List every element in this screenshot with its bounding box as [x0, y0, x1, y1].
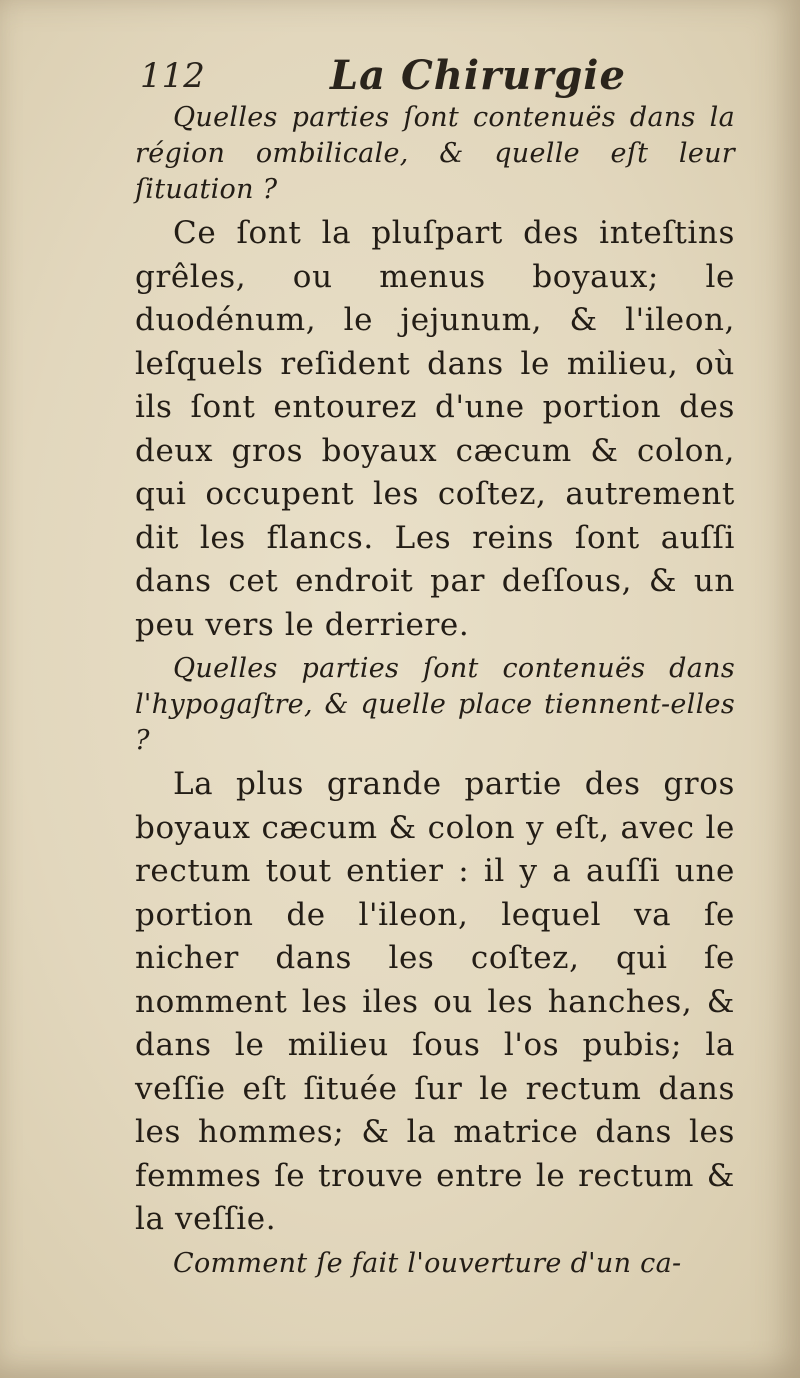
running-title: La Chirurgie: [330, 52, 626, 99]
question-ouverture-start: Comment ſe fait l'ouverture d'un ca-: [173, 1247, 682, 1279]
page-number: 112: [140, 56, 205, 96]
answer-hypogastre: La plus grande partie des gros boyaux cæcum & colon y eſt, avec le rectum tout entier : il y a auſſi une portion de l'ileon, lequel va ſe nicher dans les coſtez, qui ſe nomment les iles ou les hanches, & dans le milieu ſous l'os pubis; la veſſie eſt ſituée ſur le rectum dans les hommes; & la matrice dans les femmes ſe trouve entre le rectum & la veſſie.: [135, 766, 735, 1237]
body-text: [135, 100, 735, 1286]
answer-umbilical-region: Ce ſont la pluſpart des inteſtins grêles, ou menus boyaux; le duodénum, le jejunum, & l'ileon, leſquels reſident dans le milieu, où ils ſont entourez d'une portion des deux gros boyaux cæcum & colon, qui occupent les coſtez, autrement dit les flancs. Les reins ſont auſſi dans cet endroit par deſſous, & un peu vers le derriere.: [135, 215, 735, 643]
question-hypogastre: Quelles parties ſont contenuës dans l'hypogaſtre, & quelle place tiennent-elles ?: [135, 653, 735, 756]
question-umbilical-region: Quelles parties ſont contenuës dans la région ombilicale, & quelle eſt leur ſituation ?: [135, 102, 735, 205]
